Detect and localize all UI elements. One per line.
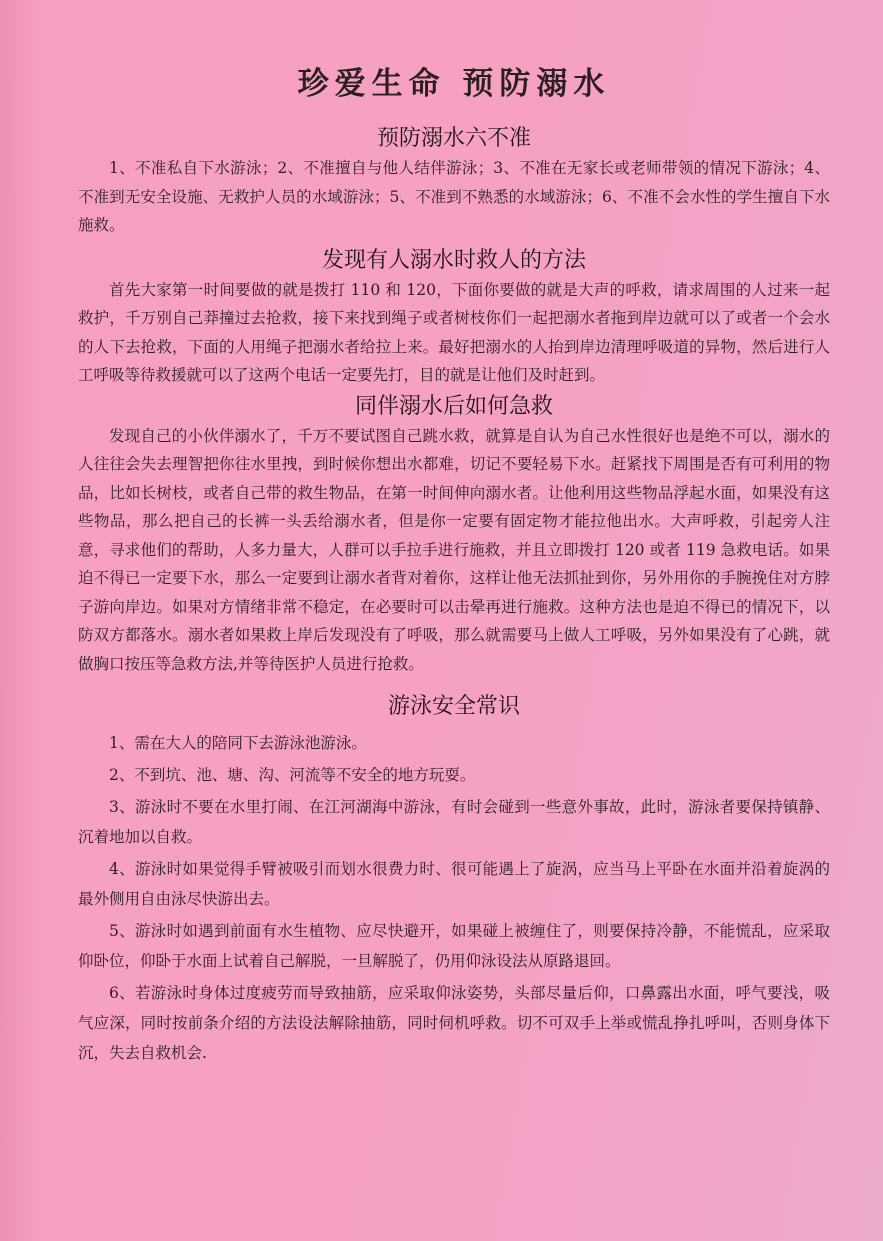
document-content — [78, 62, 830, 1070]
section-paragraph: 1、不准私自下水游泳；2、不准擅自与他人结伴游泳；3、不准在无家长或老师带领的情况下游泳；4、不准到无安全设施、无救护人员的水域游泳；5、不准到不熟悉的水域游泳；6、不准不会水性的学生擅自下水施救。 — [78, 159, 830, 234]
document-title: 珍爱生命 预防溺水 — [297, 66, 611, 102]
section-heading: 预防溺水六不准 — [376, 126, 531, 151]
list-item: 4、游泳时如果觉得手臂被吸引而划水很费力时、很可能遇上了旋涡，应当马上平卧在水面并沿着旋涡的最外侧用自由泳尽快游出去。 — [78, 860, 830, 908]
section-heading: 游泳安全常识 — [387, 694, 520, 719]
list-item: 3、游泳时不要在水里打闹、在江河湖海中游泳，有时会碰到一些意外事故，此时，游泳者要保持镇静、沉着地加以自救。 — [78, 798, 830, 846]
section-paragraph: 首先大家第一时间要做的就是拨打 110 和 120，下面你要做的就是大声的呼救，请求周围的人过来一起救护，千万别自己莽撞过去抢救，接下来找到绳子或者树枝你们一起把溺水者拖到岸边就可以了或者一个会水的人下去抢救，下面的人用绳子把溺水者给拉上来。最好把溺水的人抬到岸边清理呼吸道的异物，然后进行人工呼吸等待救援就可以了这两个电话一定要先打，目的就是让他们及时赶到。 — [78, 280, 830, 384]
section-swimming-safety — [78, 692, 830, 1068]
section-rescue-method — [78, 246, 830, 390]
section-heading: 同伴溺水后如何急救 — [354, 393, 553, 419]
section-six-prohibitions — [78, 124, 830, 240]
section-companion-first-aid — [78, 392, 830, 679]
list-item: 2、不到坑、池、塘、沟、河流等不安全的地方玩耍。 — [109, 766, 476, 784]
list-item: 1、需在大人的陪同下去游泳池游泳。 — [109, 734, 367, 752]
section-paragraph: 发现自己的小伙伴溺水了，千万不要试图自己跳水救，就算是自认为自己水性很好也是绝不可以，溺水的人往往会失去理智把你往水里拽，到时候你想出水都难，切记不要轻易下水。赶紧找下周围是否有可利用的物品，比如长树枝，或者自己带的救生物品，在第一时间伸向溺水者。让他利用这些物品浮起水面，如果没有这些物品，那么把自己的长裤一头丢给溺水者，但是你一定要有固定物才能拉他出水。大声呼救，引起旁人注意，寻求他们的帮助，人多力量大，人群可以手拉手进行施救，并且立即拨打 120 或者 119 急救电话。如果迫不得已一定要下水，那么一定要到让溺水者背对着你，这样让他无法抓扯到你，另外用你的手腕挽住对方脖子游向岸边。如果对方情绪非常不稳定，在必要时可以击晕再进行施救。这种方法也是迫不得已的情况下，以防双方都落水。溺水者如果救上岸后发现没有了呼吸，那么就需要马上做人工呼吸，另外如果没有了心跳，就做胸口按压等急救方法,并等待医护人员进行抢救。 — [78, 426, 830, 673]
list-item: 6、若游泳时身体过度疲劳而导致抽筋，应采取仰泳姿势，头部尽量后仰，口鼻露出水面，呼气要浅，吸气应深，同时按前条介绍的方法设法解除抽筋，同时伺机呼救。切不可双手上举或慌乱挣扎呼叫，否则身体下沉，失去自救机会. — [78, 984, 830, 1062]
list-item: 5、游泳时如遇到前面有水生植物、应尽快避开，如果碰上被缠住了，则要保持冷静，不能慌乱，应采取仰卧位，仰卧于水面上试着自己解脱，一旦解脱了，仍用仰泳设法从原路退回。 — [78, 922, 830, 970]
page-edge-shadow — [0, 0, 40, 1241]
section-heading: 发现有人溺水时救人的方法 — [321, 247, 586, 273]
